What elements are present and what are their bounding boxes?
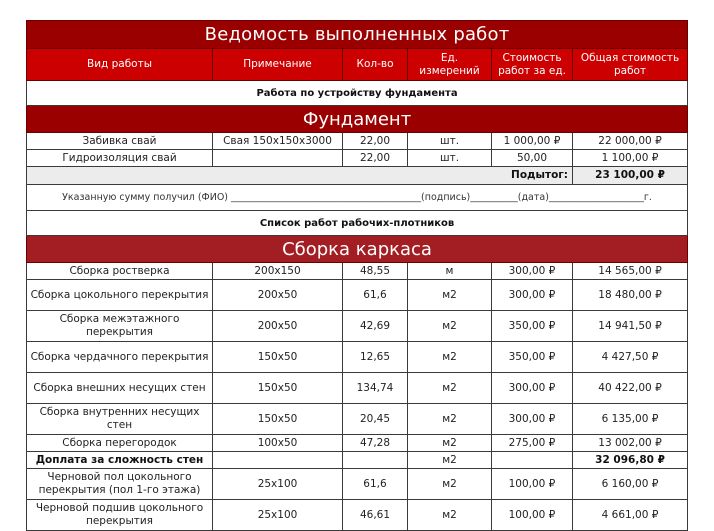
cell-quantity: 20,45 — [343, 404, 408, 435]
foundation-table-row — [27, 133, 688, 150]
cell-unit: м2 — [408, 311, 492, 342]
frame-table-row — [27, 404, 688, 435]
cell-work-type: Сборка внешних несущих стен — [27, 373, 213, 404]
cell-note: 150х50 — [213, 404, 343, 435]
cell-note — [213, 150, 343, 167]
cell-note: 200х50 — [213, 280, 343, 311]
cell-note: 200х50 — [213, 311, 343, 342]
cell-work-type: Сборка чердачного перекрытия — [27, 342, 213, 373]
cell-unit-price: 300,00 ₽ — [492, 373, 573, 404]
cell-note: Свая 150х150х3000 — [213, 133, 343, 150]
title-row — [27, 21, 688, 49]
cell-note: 25х100 — [213, 500, 343, 531]
signature-line: Указанную сумму получил (ФИО) ________________________________________(подпись)__________(дата)____________________г. — [27, 185, 688, 211]
frame-table-row — [27, 452, 688, 469]
cell-unit-price: 1 000,00 ₽ — [492, 133, 573, 150]
cell-work-type: Сборка цокольного перекрытия — [27, 280, 213, 311]
cell-quantity: 134,74 — [343, 373, 408, 404]
cell-total: 14 941,50 ₽ — [573, 311, 688, 342]
cell-quantity — [343, 452, 408, 469]
frame-table-row — [27, 280, 688, 311]
frame-table-row — [27, 311, 688, 342]
subtotal-label: Подытог: — [27, 167, 573, 185]
column-header-unit-price: Стоимость работ за ед. — [492, 49, 573, 81]
frame-band-title: Сборка каркаса — [27, 236, 688, 263]
cell-quantity: 61,6 — [343, 469, 408, 500]
frame-table-row — [27, 469, 688, 500]
subtotal-value: 23 100,00 ₽ — [573, 167, 688, 185]
cell-total: 22 000,00 ₽ — [573, 133, 688, 150]
cell-unit: м2 — [408, 373, 492, 404]
cell-unit-price: 300,00 ₽ — [492, 404, 573, 435]
cell-unit-price: 350,00 ₽ — [492, 311, 573, 342]
cell-note: 25х100 — [213, 469, 343, 500]
cell-quantity: 48,55 — [343, 263, 408, 280]
frame-band-row — [27, 236, 688, 263]
cell-unit-price: 275,00 ₽ — [492, 435, 573, 452]
cell-work-type: Сборка межэтажного перекрытия — [27, 311, 213, 342]
foundation-section-label: Работа по устройству фундамента — [27, 81, 688, 106]
cell-unit-price — [492, 452, 573, 469]
cell-quantity: 22,00 — [343, 150, 408, 167]
cell-note: 150х50 — [213, 373, 343, 404]
cell-note: 150х50 — [213, 342, 343, 373]
cell-work-type: Забивка свай — [27, 133, 213, 150]
cell-quantity: 12,65 — [343, 342, 408, 373]
cell-unit: м2 — [408, 452, 492, 469]
cell-unit: шт. — [408, 133, 492, 150]
frame-table-row — [27, 435, 688, 452]
cell-quantity: 61,6 — [343, 280, 408, 311]
cell-quantity: 47,28 — [343, 435, 408, 452]
cell-work-type: Сборка перегородок — [27, 435, 213, 452]
cell-unit-price: 300,00 ₽ — [492, 280, 573, 311]
cell-unit: м2 — [408, 342, 492, 373]
cell-total: 4 661,00 ₽ — [573, 500, 688, 531]
frame-table-row — [27, 500, 688, 531]
cell-total: 6 135,00 ₽ — [573, 404, 688, 435]
frame-table-row — [27, 342, 688, 373]
cell-note: 100х50 — [213, 435, 343, 452]
cell-total: 1 100,00 ₽ — [573, 150, 688, 167]
work-statement-table — [26, 20, 688, 531]
cell-unit: м2 — [408, 404, 492, 435]
column-header-quantity: Кол-во — [343, 49, 408, 81]
cell-total: 6 160,00 ₽ — [573, 469, 688, 500]
header-row — [27, 49, 688, 81]
column-header-total: Общая стоимость работ — [573, 49, 688, 81]
cell-total: 13 002,00 ₽ — [573, 435, 688, 452]
cell-unit-price: 100,00 ₽ — [492, 469, 573, 500]
column-header-note: Примечание — [213, 49, 343, 81]
cell-total: 18 480,00 ₽ — [573, 280, 688, 311]
cell-unit: шт. — [408, 150, 492, 167]
signature-row — [27, 185, 688, 211]
cell-work-type: Сборка внутренних несущих стен — [27, 404, 213, 435]
foundation-band-row — [27, 106, 688, 133]
cell-unit-price: 350,00 ₽ — [492, 342, 573, 373]
document-title: Ведомость выполненных работ — [27, 21, 688, 49]
cell-unit: м2 — [408, 500, 492, 531]
cell-total: 40 422,00 ₽ — [573, 373, 688, 404]
cell-total: 32 096,80 ₽ — [573, 452, 688, 469]
frame-table-row — [27, 373, 688, 404]
cell-quantity: 22,00 — [343, 133, 408, 150]
cell-work-type: Сборка ростверка — [27, 263, 213, 280]
cell-unit: м2 — [408, 280, 492, 311]
carpenters-section-label: Список работ рабочих-плотников — [27, 211, 688, 236]
cell-work-type: Черновой пол цокольного перекрытия (пол 1-го этажа) — [27, 469, 213, 500]
cell-note: 200х150 — [213, 263, 343, 280]
cell-unit-price: 100,00 ₽ — [492, 500, 573, 531]
cell-unit: м2 — [408, 435, 492, 452]
frame-table-row — [27, 263, 688, 280]
cell-work-type: Гидроизоляция свай — [27, 150, 213, 167]
cell-note — [213, 452, 343, 469]
cell-total: 14 565,00 ₽ — [573, 263, 688, 280]
subtotal-row — [27, 167, 688, 185]
foundation-section-label-row — [27, 81, 688, 106]
cell-work-type: Черновой подшив цокольного перекрытия — [27, 500, 213, 531]
cell-unit: м — [408, 263, 492, 280]
carpenters-section-label-row — [27, 211, 688, 236]
cell-unit: м2 — [408, 469, 492, 500]
cell-work-type: Доплата за сложность стен — [27, 452, 213, 469]
column-header-unit: Ед. измерений — [408, 49, 492, 81]
work-statement-sheet — [26, 20, 687, 531]
foundation-band-title: Фундамент — [27, 106, 688, 133]
cell-total: 4 427,50 ₽ — [573, 342, 688, 373]
cell-unit-price: 300,00 ₽ — [492, 263, 573, 280]
cell-quantity: 46,61 — [343, 500, 408, 531]
cell-unit-price: 50,00 — [492, 150, 573, 167]
cell-quantity: 42,69 — [343, 311, 408, 342]
column-header-work-type: Вид работы — [27, 49, 213, 81]
foundation-table-row — [27, 150, 688, 167]
